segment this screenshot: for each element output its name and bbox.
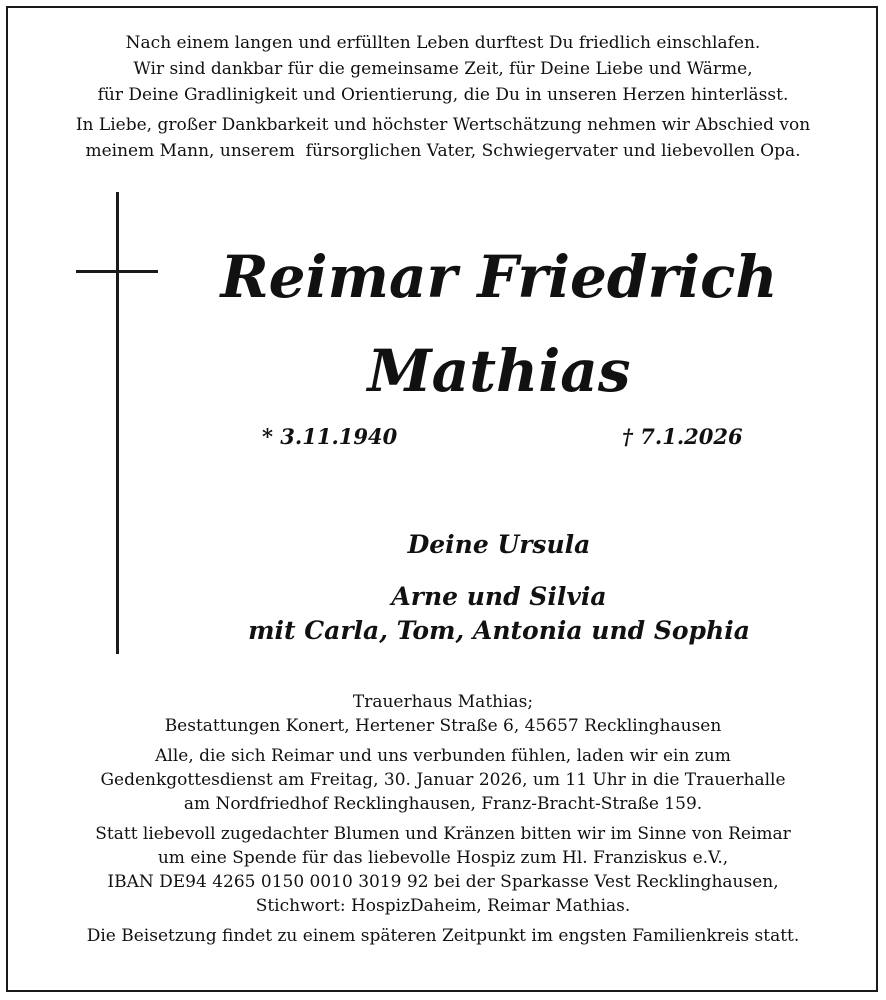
family-signatures: [56, 528, 886, 648]
intro-line-3: für Deine Gradlinigkeit und Orientierung, die Du in unseren Herzen hinterlässt.: [97, 85, 789, 105]
family-line-3: mit Carla, Tom, Antonia und Sophia: [248, 616, 750, 645]
death-date: † 7.1.2026: [622, 424, 743, 449]
intro-line-4: In Liebe, großer Dankbarkeit und höchster Wertschätzung nehmen wir Abschied von: [75, 115, 811, 135]
service-line-1: Alle, die sich Reimar und uns verbunden fühlen, laden wir ein zum: [155, 746, 731, 766]
intro-line-2: Wir sind dankbar für die gemeinsame Zeit, für Deine Liebe und Wärme,: [133, 59, 753, 79]
service-details: [0, 690, 886, 948]
name-line-1: Reimar Friedrich: [220, 243, 778, 311]
intro-line-1: Nach einem langen und erfüllten Leben durftest Du friedlich einschlafen.: [125, 33, 761, 53]
house-line-2: Bestattungen Konert, Hertener Straße 6, 45657 Recklinghausen: [164, 716, 722, 736]
family-line-2: Arne und Silvia: [391, 582, 607, 611]
donation-line-1: Statt liebevoll zugedachter Blumen und Kränzen bitten wir im Sinne von Reimar: [95, 824, 791, 844]
birth-date: * 3.11.1940: [262, 424, 398, 449]
deceased-name: [56, 230, 886, 418]
donation-line-2: um eine Spende für das liebevolle Hospiz zum Hl. Franziskus e.V.,: [157, 848, 729, 868]
house-line-1: Trauerhaus Mathias;: [352, 692, 534, 712]
name-line-2: Mathias: [367, 337, 631, 405]
service-line-3: am Nordfriedhof Recklinghausen, Franz-Bracht-Straße 159.: [183, 794, 703, 814]
family-line-1: Deine Ursula: [407, 530, 591, 559]
intro-line-5: meinem Mann, unserem fürsorglichen Vater, Schwiegervater und liebevollen Opa.: [85, 141, 801, 161]
service-line-2: Gedenkgottesdienst am Freitag, 30. Januar 2026, um 11 Uhr in die Trauerhalle: [100, 770, 786, 790]
donation-line-3: IBAN DE94 4265 0150 0010 3019 92 bei der Sparkasse Vest Recklinghausen,: [107, 872, 779, 892]
donation-line-4: Stichwort: HospizDaheim, Reimar Mathias.: [255, 896, 631, 916]
burial-line: Die Beisetzung findet zu einem späteren Zeitpunkt im engsten Familienkreis statt.: [86, 926, 800, 946]
intro-text: [0, 30, 886, 164]
